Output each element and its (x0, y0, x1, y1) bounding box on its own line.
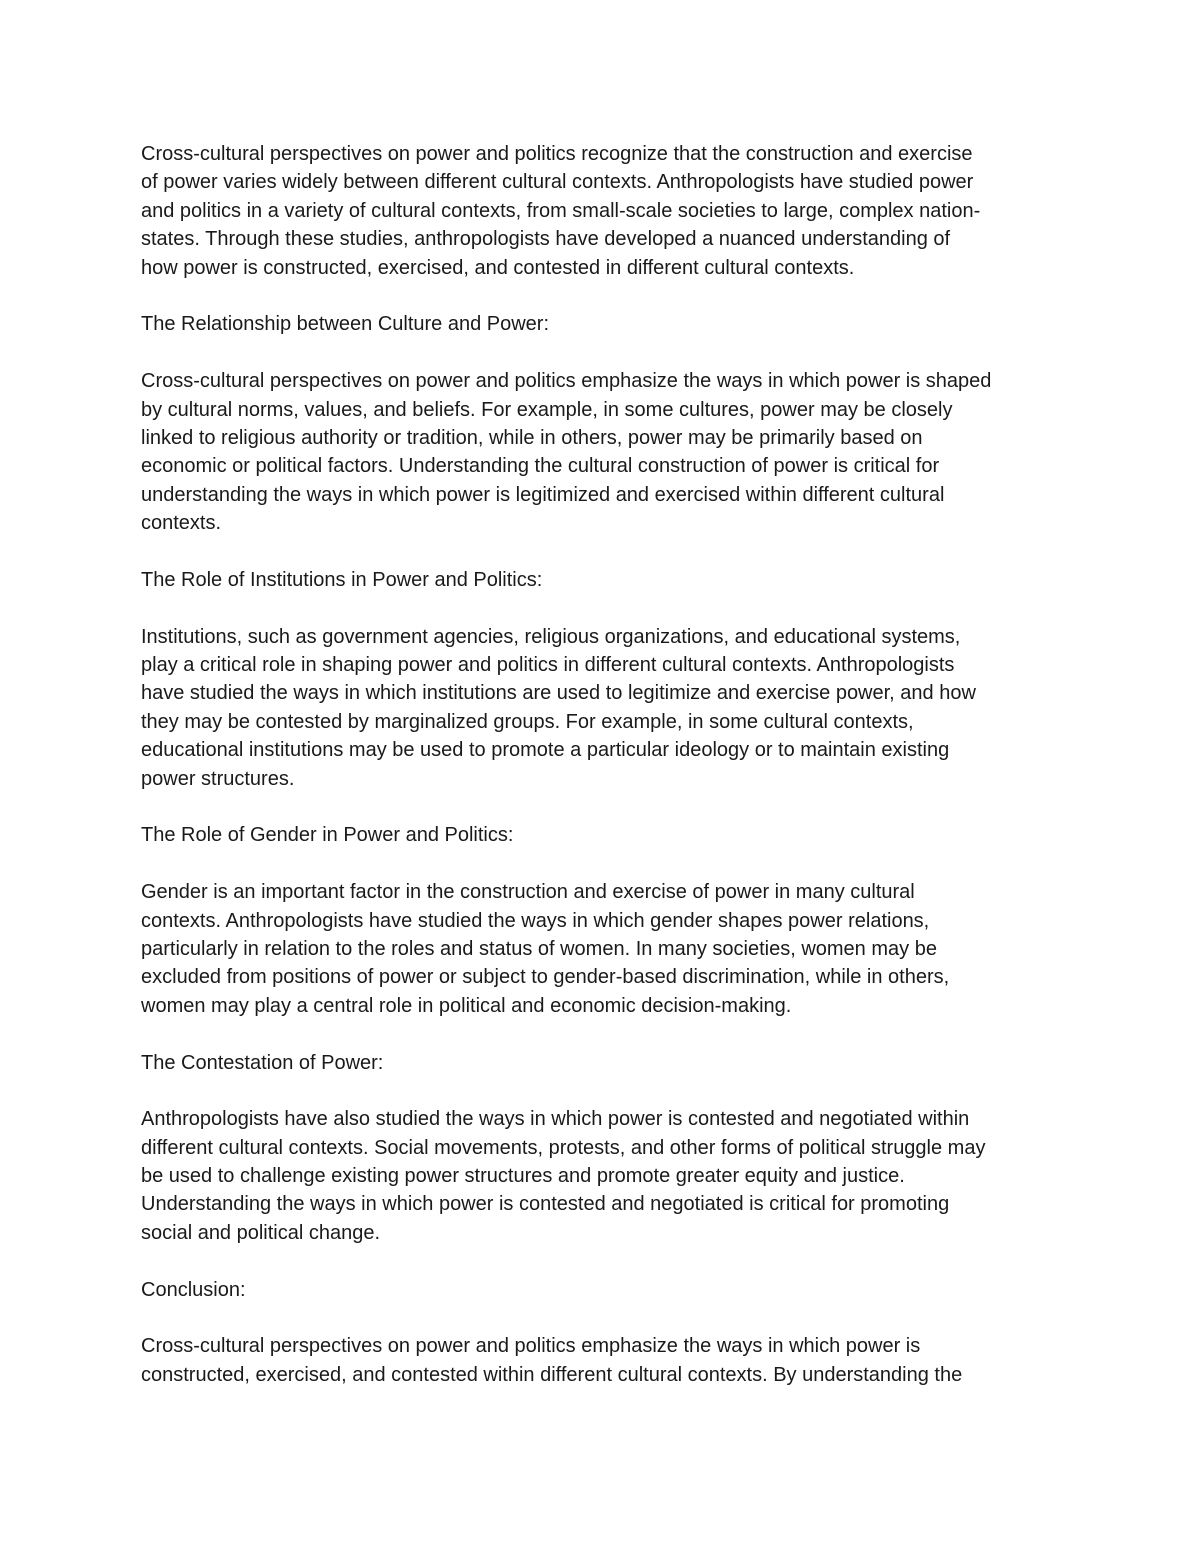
text-line: different cultural contexts. Social movements, protests, and other forms of political struggle may (141, 1136, 986, 1159)
text-line: of power varies widely between different cultural contexts. Anthropologists have studied power (141, 171, 974, 194)
text-line: economic or political factors. Understanding the cultural construction of power is critical for (141, 455, 940, 478)
section-heading (141, 1049, 1071, 1077)
text-line: Conclusion: (141, 1278, 246, 1301)
text-line: be used to challenge existing power structures and promote greater equity and justice. (141, 1165, 905, 1188)
text-line: Gender is an important factor in the construction and exercise of power in many cultural (141, 881, 915, 904)
body-paragraph (141, 367, 1071, 537)
text-line: Cross-cultural perspectives on power and politics emphasize the ways in which power is shaped (141, 370, 992, 393)
text-line: they may be contested by marginalized groups. For example, in some cultural contexts, (141, 710, 914, 733)
text-line: by cultural norms, values, and beliefs. For example, in some cultures, power may be closely (141, 398, 953, 421)
text-line: contexts. (141, 512, 222, 535)
text-line: Institutions, such as government agencies, religious organizations, and educational systems, (141, 625, 961, 648)
text-line: social and political change. (141, 1221, 381, 1244)
body-paragraph (141, 1332, 1071, 1389)
text-line: Anthropologists have also studied the ways in which power is contested and negotiated within (141, 1108, 970, 1131)
text-line: The Relationship between Culture and Power: (141, 313, 550, 336)
text-line: understanding the ways in which power is legitimized and exercised within different cultural (141, 483, 945, 506)
text-line: Cross-cultural perspectives on power and politics recognize that the construction and exercise (141, 143, 973, 165)
section-heading (141, 821, 1071, 849)
text-line: contexts. Anthropologists have studied the ways in which gender shapes power relations, (141, 909, 930, 932)
text-line: Cross-cultural perspectives on power and politics emphasize the ways in which power is (141, 1335, 921, 1358)
document-body (141, 140, 1071, 1389)
section-heading (141, 566, 1071, 594)
text-line: have studied the ways in which institutions are used to legitimize and exercise power, and how (141, 682, 976, 705)
text-line: Understanding the ways in which power is contested and negotiated is critical for promoting (141, 1193, 950, 1216)
text-line: states. Through these studies, anthropologists have developed a nuanced understanding of (141, 228, 951, 251)
body-paragraph (141, 878, 1071, 1020)
text-line: constructed, exercised, and contested within different cultural contexts. By understanding the (141, 1363, 963, 1386)
text-line: and politics in a variety of cultural contexts, from small-scale societies to large, complex nation- (141, 199, 981, 222)
body-paragraph (141, 623, 1071, 793)
text-line: excluded from positions of power or subject to gender-based discrimination, while in others, (141, 966, 950, 989)
text-line: particularly in relation to the roles and status of women. In many societies, women may be (141, 937, 937, 960)
text-line: educational institutions may be used to promote a particular ideology or to maintain existing (141, 739, 950, 762)
body-paragraph (141, 140, 1071, 282)
text-line: The Contestation of Power: (141, 1051, 384, 1074)
text-line: women may play a central role in political and economic decision-making. (141, 994, 792, 1017)
body-paragraph (141, 1105, 1071, 1247)
section-heading (141, 310, 1071, 338)
text-line: The Role of Gender in Power and Politics: (141, 824, 514, 847)
section-heading (141, 1276, 1071, 1304)
text-line: power structures. (141, 767, 295, 790)
text-line: how power is constructed, exercised, and contested in different cultural contexts. (141, 256, 855, 279)
text-line: linked to religious authority or tradition, while in others, power may be primarily based on (141, 426, 923, 449)
text-line: play a critical role in shaping power and politics in different cultural contexts. Anthropologists (141, 654, 955, 677)
text-line: The Role of Institutions in Power and Politics: (141, 568, 543, 591)
